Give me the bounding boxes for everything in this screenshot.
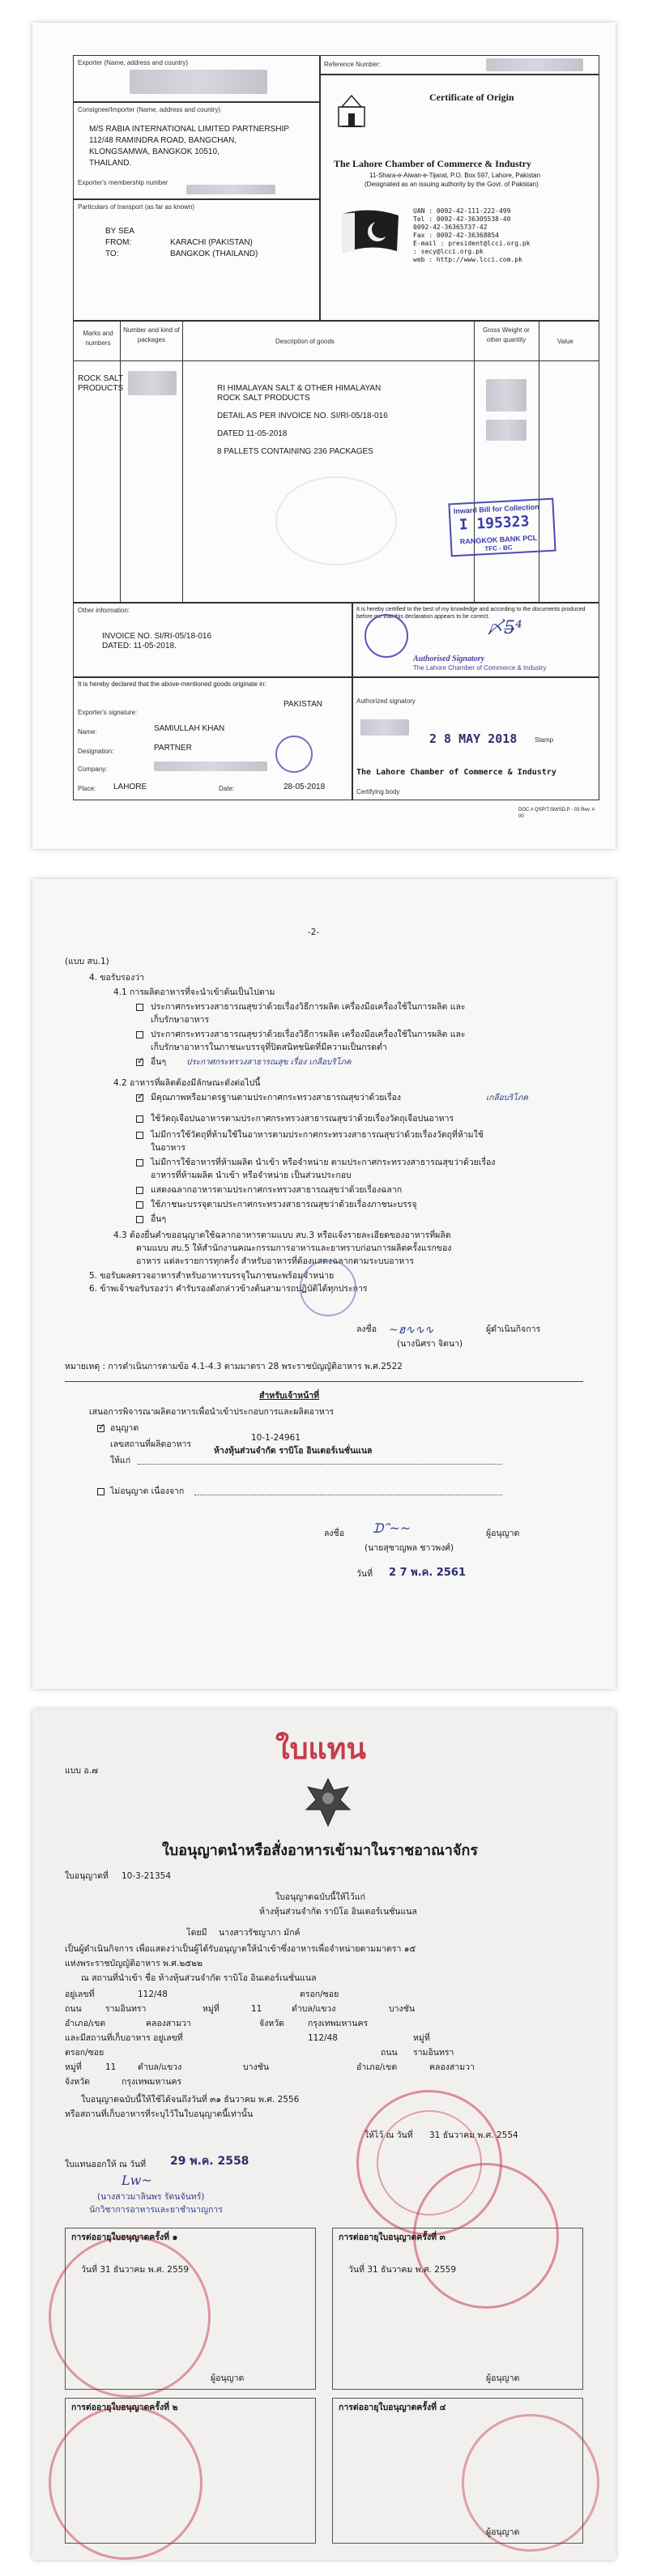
checkbox-checked[interactable]: ✓ [137,1092,145,1102]
sign-role: ผู้ดำเนินกิจการ [486,1324,541,1334]
addr-label: ตรอก/ซอย [65,2048,104,2058]
addr-label: ตำบล/แขวง [292,2004,336,2014]
item-line: เก็บรักษาอาหารในภาชนะบรรจุที่ปิดสนิทชนิดที่มีความเป็นกรดต่ำ [151,1043,387,1052]
col-packages: Number and kind of packages [123,326,180,343]
reject-checkbox[interactable] [97,1488,104,1495]
goods-line: RI HIMALAYAN SALT & OTHER HIMALAYAN [217,384,382,393]
officer-title: ผู้อนุญาต [486,1529,520,1538]
operator: นางสาวรัชญาภา มักค์ [219,1928,301,1938]
page-number: -2- [308,928,320,937]
item-line: ไม่มีการใช้วัตถุที่ห้ามใช้ในอาหารตามประกาศกระทรวงสาธารณสุขว่าด้วยเรื่องวัตถุที่ห้ามใช้ [151,1130,484,1140]
reject-label: ไม่อนุญาต เนื่องจาก [110,1486,185,1496]
officer-signature: Lw~ [122,2173,152,2188]
addr-value: คลองสามวา [146,2019,191,2028]
license-no: 10-3-21354 [122,1871,172,1881]
issued-to-label: ให้แก่ [110,1456,131,1465]
name-label: Name: [78,728,97,736]
addr-label: ถนน [381,2048,398,2058]
attest-date-stamp: 2 8 MAY 2018 [429,731,518,746]
transport-to: BANGKOK (THAILAND) [170,249,258,258]
redacted-packages [128,371,177,395]
transport-mode: BY SEA [105,227,134,236]
exporter-sig-label: Exporter's signature: [78,709,138,716]
addr-label: ถนน [65,2004,82,2014]
consignee-line: KLONGSAMWA, BANGKOK 10510, [89,147,220,156]
col-description: Description of goods [275,338,335,345]
addr-value: รามอินทรา [413,2048,454,2058]
officer-opinion: เสนอการพิจารณาผลิตอาหารเพื่อนำเข้าประกอบการและผลิตอาหาร [89,1407,335,1417]
invoice-line: INVOICE NO. SI/RI-05/18-016 [102,632,212,641]
item-line: ในอาหาร [151,1143,185,1153]
consignee-line: M/S RABIA INTERNATIONAL LIMITED PARTNERSHIP [89,125,289,134]
reference-label: Reference Number: [324,61,381,68]
addr-label: อำเภอ/เขต [65,2019,106,2028]
redacted-reference [486,58,583,71]
import-license-page [32,1709,616,2560]
addr-value: กรุงเทพมหานคร [308,2019,369,2028]
item-line: อื่นๆ [151,1214,167,1224]
transport-cell [73,199,320,321]
date-value: 28-05-2018 [284,783,326,791]
authorised-org: The Lahore Chamber of Commerce & Industry [413,664,547,672]
contact-line: web : http://www.lcci.com.pk [413,256,522,263]
item-line: แสดงฉลากอาหารตามประกาศกระทรวงสาธารณสุขว่าด้วยเรื่องฉลาก [151,1185,403,1195]
addr-value: 112/48 [308,2033,338,2043]
body-line: เป็นผู้ดำเนินกิจการ เพื่อแสดงว่าเป็นผู้ได้รับอนุญาตให้นำเข้าซึ่งอาหารเพื่อจำหน่ายตามมาตรา ๑๕ [65,1944,416,1954]
addr-label: หมู่ที่ [413,2033,430,2043]
item-line: ไม่มีการใช้อาหารที่ห้ามผลิต นำเข้า หรือจำหน่าย ตามประกาศกระทรวงสาธารณสุขว่าด้วยเรื่อง [151,1158,496,1167]
item-line: 5. ขอรับผลตรวจอาหารสำหรับอาหารบรรจุในภาชนะพร้อมจำหน่าย [89,1271,335,1281]
chamber-seal [364,614,408,658]
item-line: เก็บรักษาอาหาร [151,1015,210,1025]
addr-label: หมู่ที่ [65,2062,82,2072]
license-holder-label: เลขสถานที่ผลิตอาหาร [110,1439,192,1449]
officer-sign-label: ลงชื่อ [324,1529,344,1538]
replacement-label: ใบแทนออกให้ ณ วันที่ [65,2160,147,2169]
checkbox[interactable] [136,1159,143,1166]
company-label: Company: [78,766,108,773]
addr-label: จังหวัด [65,2077,90,2087]
item-line: ประกาศกระทรวงสาธารณสุขว่าด้วยเรื่องวิธีการผลิต เครื่องมือเครื่องใช้ในการผลิต และ [151,1030,466,1039]
renewal-box-2 [65,2398,316,2544]
item-line: อาหารที่ห้ามผลิต นำเข้า หรือจำหน่าย เป็นส่วนประกอบ [151,1171,352,1180]
place-value: LAHORE [113,783,147,791]
validity-line2: หรือสถานที่เก็บอาหารที่ระบุไว้ในใบอนุญาตนี้เท่านั้น [65,2109,254,2119]
addr-value: 11 [105,2062,117,2072]
sign-name: (นางนิศรา จิตนา) [397,1339,463,1349]
certificate-title: Certificate of Origin [429,92,514,103]
item-line: 6. ข้าพเจ้าขอรับรองว่า คำรับรองดังกล่าวข้างต้นสามารถปฏิบัติได้ทุกประการ [89,1284,368,1294]
renewal-title: การต่ออายุใบอนุญาตครั้งที่ ๓ [339,2233,446,2242]
item-line: มีคุณภาพหรือมาตรฐานตามประกาศกระทรวงสาธารณสุขว่าด้วยเรื่อง [151,1093,402,1102]
chamber-crest-icon [334,91,369,130]
item-line: ใช้วัตถุเจือปนอาหารตามประกาศกระทรวงสาธารณสุขว่าด้วยเรื่องวัตถุเจือปนอาหาร [151,1114,454,1124]
col-marks: Marks and numbers [83,330,113,347]
addr-label: อำเภอ/เขต [356,2062,398,2072]
transport-from-label: FROM: [105,238,132,247]
date-label: วันที่ [356,1569,373,1579]
sign-title: นักวิชาการอาหารและยาชำนาญการ [89,2205,223,2215]
certificate-of-origin-page [32,23,616,849]
divider [65,1381,583,1382]
sign-label: ลงชื่อ [356,1324,377,1334]
declared-text: It is hereby declared that the above-mentioned goods originate in: [78,680,266,688]
consignee-label: Consignee/Importer (Name, address and country) [78,106,221,113]
designation-value: PARTNER [154,744,192,753]
item-line: ตามแบบ สบ.5 ให้สำนักงานคณะกรรมการอาหารและยาทราบก่อนการผลิตครั้งแรกของ [136,1243,452,1253]
col-weight: Gross Weight or other quantity [483,326,530,343]
signer-label: ผู้อนุญาต [486,2373,520,2383]
membership-label: Exporter's membership number [78,179,168,186]
addr-value: กรุงเทพมหานคร [122,2077,182,2087]
sign-name: (นางสาวมาลินพร รัตนจันทร์) [97,2192,205,2202]
addr-value: บางชัน [243,2062,269,2072]
body-line: แห่งพระราชบัญญัติอาหาร พ.ศ.๒๕๒๒ [65,1959,203,1968]
designation-label: Designation: [78,748,114,755]
signature: ~ฮ∿∿∿ [389,1324,434,1337]
consignee-line: 112/48 RAMINDRA ROAD, BANGCHAN, [89,136,237,145]
checkbox[interactable] [136,1201,143,1209]
renewal-date: วันที่ 31 ธันวาคม พ.ศ. 2559 [348,2265,457,2275]
consignee-line: THAILAND. [89,159,132,168]
invoice-line: DATED: 11-05-2018. [102,642,177,650]
note: หมายเหตุ : การดำเนินการตามข้อ 4.1-4.3 ตามมาตรา 28 พระราชบัญญัติอาหาร พ.ศ.2522 [65,1362,403,1371]
officer-name: (นายสุชาญพล ชาวพงศ์) [364,1543,454,1553]
replacement-header: ใบแทน [275,1733,366,1766]
issued-on-label: ให้ไว้ ณ วันที่ [364,2130,413,2140]
main-title: ใบอนุญาตนำหรือสั่งอาหารเข้ามาในราชอาณาจักร [162,1842,479,1859]
contact-line: Tel : 0092-42-36305538-40 [413,215,511,223]
garuda-emblem-icon [300,1774,356,1831]
checkbox[interactable] [136,1132,143,1139]
other-info-label: Other information: [78,607,130,614]
renewal-title: การต่ออายุใบอนุญาตครั้งที่ ๑ [71,2233,178,2242]
renewal-title: การต่ออายุใบอนุญาตครั้งที่ ๒ [71,2403,178,2412]
addr-value: 11 [251,2004,262,2014]
checkbox[interactable] [136,1031,143,1039]
chamber-watermark [275,476,397,565]
redacted-exporter [130,70,267,94]
approve-checkbox[interactable]: ✓ [98,1422,106,1432]
form-code: DOC # QSP/T.SM/SD.P - 03 Rev. # 00 [518,808,595,819]
item-handwritten: เกลือบริโภค [486,1094,528,1102]
form-ref: (แบบ สบ.1) [65,957,109,966]
thai-food-form-page [32,879,616,1689]
renewal-title: การต่ออายุใบอนุญาตครั้งที่ ๔ [339,2403,446,2412]
addr-label: อยู่เลขที่ [65,1990,95,1999]
chamber-designation: (Designated as an issuing authority by the Govt. of Pakistan) [364,181,539,188]
marks-line: PRODUCTS [78,384,124,393]
addr-label: ตำบล/แขวง [138,2062,182,2072]
signer-label: ผู้อนุญาต [486,2527,520,2537]
redacted-weight [486,420,526,441]
addr-value: รามอินทรา [105,2004,147,2014]
checkbox[interactable] [136,1115,143,1123]
redacted-signatory [360,719,409,736]
redacted-membership [186,185,275,194]
item-line: 4. ขอรับรองว่า [89,973,145,983]
addr-value: คลองสามวา [429,2062,475,2072]
name-value: SAMIULLAH KHAN [154,724,225,733]
license-no: 10-1-24961 [251,1433,301,1443]
validity-line: ใบอนุญาตฉบับนี้ให้ใช้ได้จนถึงวันที่ ๓๑ ธันวาคม พ.ศ. 2556 [81,2095,300,2105]
certifying-body-label: Certifying body [356,788,400,795]
addr-label: และมีสถานที่เก็บอาหาร อยู่เลขที่ [65,2033,183,2043]
issued-line: ใบอนุญาตฉบับนี้ให้ไว้แก่ [275,1892,365,1902]
addr-value: บางชัน [389,2004,415,2014]
company-stamp [275,736,313,773]
chamber-name-mono: The Lahore Chamber of Commerce & Industry [356,768,556,777]
goods-line: DATED 11-05-2018 [217,429,288,438]
goods-line: DETAIL AS PER INVOICE NO. SI/RI-05/18-016 [217,412,388,420]
date-stamp: 2 7 พ.ค. 2561 [389,1567,466,1579]
license-label: ใบอนุญาตที่ [65,1871,109,1881]
authorised-signatory: Authorised Signatory [413,655,485,663]
addr-value: 112/48 [138,1990,168,1999]
signer-label: ผู้อนุญาต [211,2373,245,2383]
renewal-box-3 [332,2228,583,2390]
chamber-name: The Lahore Chamber of Commerce & Industry [334,158,531,169]
license-holder: ห้างหุ้นส่วนจำกัด ราบิโอ อินเตอร์เนชั่นแนล [214,1446,373,1456]
item-line: อาหาร แต่ละรายการทุกครั้ง สำหรับอาหารที่ต้องแสดงฉลากตามระบบอาหาร [136,1256,414,1266]
checkbox-checked[interactable]: ✓ [137,1056,145,1066]
contact-line: 0092-42-36365737-42 [413,224,488,231]
transport-to-label: TO: [105,249,119,258]
transport-label: Particulars of transport (as far as known) [78,203,195,211]
officer-signature: ᗪᐢ~~ [373,1520,411,1536]
goods-line: ROCK SALT PRODUCTS [217,394,310,403]
company-seal [300,1260,356,1316]
item-line: 4.1 การผลิตอาหารที่จะนำเข้าต้นเป็นไปตาม [113,987,275,997]
item-line: ประกาศกระทรวงสาธารณสุขว่าด้วยเรื่องวิธีการผลิต เครื่องมือเครื่องใช้ในการผลิต และ [151,1002,466,1012]
addr-label: ตรอก/ซอย [300,1990,339,1999]
contact-line: UAN : 0092-42-111-222-499 [413,207,511,215]
contact-line: Fax : 0092-42-36368854 [413,232,499,239]
origin-country: PAKISTAN [284,700,322,709]
checkbox[interactable] [136,1004,143,1011]
officer-header: สำหรับเจ้าหน้าที่ [259,1391,320,1401]
transport-from: KARACHI (PAKISTAN) [170,238,253,247]
item-line: ใช้ภาชนะบรรจุตามประกาศกระทรวงสาธารณสุขว่าด้วยเรื่องภาชนะบรรจุ [151,1200,417,1209]
goods-line: 8 PALLETS CONTAINING 236 PACKAGES [217,447,373,456]
certify-text: It is hereby certified to the best of my knowledge and according to the documents produced before me that this declaration appears to be correct. [356,607,586,620]
redacted-company [154,761,267,771]
marks-line: ROCK SALT [78,374,123,383]
col-value: Value [557,338,573,345]
checkbox[interactable] [136,1187,143,1194]
stamp-label: Stamp [535,736,554,744]
item-handwritten: ประกาศกระทรวงสาธารณสุข เรื่อง เกลือบริโภค [186,1058,352,1067]
approve-label: อนุญาต [110,1423,139,1433]
item-line: อื่นๆ [151,1057,167,1067]
item-line: 4.3 ต้องยื่นคำขออนุญาตใช้ฉลากอาหารตามแบบ สบ.3 หรือแจ้งรายละเอียดของอาหารที่ผลิต [113,1230,451,1240]
body-line: ณ สถานที่นำเข้า ชื่อ ห้างหุ้นส่วนจำกัด ราบิโอ อินเตอร์เนชั่นแนล [81,1973,317,1983]
pakistan-flag-icon [339,206,402,258]
renewal-date: วันที่ 31 ธันวาคม พ.ศ. 2559 [81,2265,190,2275]
contact-line: : secy@lcci.org.pk [413,248,484,255]
issued-on-value: 31 ธันวาคม พ.ศ. 2554 [429,2130,518,2140]
place-label: Place: [78,785,96,792]
item-line: 4.2 อาหารที่ผลิตต้องมีลักษณะดังต่อไปนี้ [113,1078,261,1088]
by-label: โดยมี [186,1928,207,1938]
renewal-box-4 [332,2398,583,2544]
checkbox[interactable] [136,1216,143,1223]
company: ห้างหุ้นส่วนจำกัด ราบิโอ อินเตอร์เนชั่นแนล [259,1907,417,1917]
contact-line: E-mail : president@lcci.org.pk [413,240,531,247]
authorized-signatory-label: Authorized signatory [356,697,416,705]
exporter-label: Exporter (Name, address and country) [78,59,189,66]
addr-label: หมู่ที่ [202,2004,220,2014]
addr-label: จังหวัด [259,2019,284,2028]
chamber-address: 11-Shara-e-Aiwan-e-Tijarat, P.O. Box 597, Lahore, Pakistan [369,172,541,179]
bank-collection-stamp: Inward Bill for Collection I 195323 RANGKOK BANK PCL TFC - BC [448,498,556,557]
replacement-date: 29 พ.ค. 2558 [170,2155,249,2168]
renewal-box-1 [65,2228,316,2390]
redacted-weight [486,379,526,412]
form-ref: แบบ อ.๗ [65,1766,98,1776]
signature: 〆5̶⁴ [486,618,522,638]
date-label: Date: [219,785,235,792]
